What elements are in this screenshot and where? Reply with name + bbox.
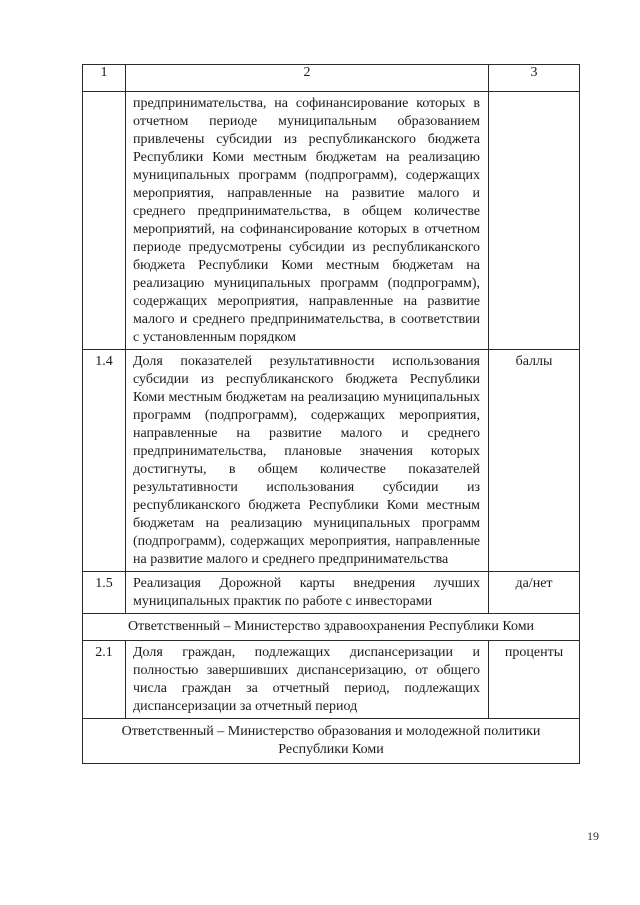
unit-cell	[489, 92, 580, 350]
indicator-text: Доля граждан, подлежащих диспансеризации и полностью завершивших диспансеризацию, от общего числа граждан за отчетный период, подлежащих диспансеризации за отчетный период	[126, 641, 489, 719]
header-cell-2: 2	[126, 65, 489, 92]
table-row	[83, 641, 580, 719]
row-number: 2.1	[83, 641, 126, 719]
page-number: 19	[587, 829, 599, 843]
section-heading-education: Ответственный – Министерство образования и молодежной политики Республики Коми	[83, 719, 580, 764]
header-cell-1: 1	[83, 65, 126, 92]
unit-cell: проценты	[489, 641, 580, 719]
section-heading-health: Ответственный – Министерство здравоохранения Республики Коми	[83, 614, 580, 641]
unit-cell: да/нет	[489, 572, 580, 614]
indicators-table	[82, 64, 580, 764]
indicator-text: Доля показателей результативности использования субсидии из республиканского бюджета Республики Коми местным бюджетам на реализацию муниципальных программ (подпрограмм), содержащих мероприятия, направленные на развитие малого и среднего предпринимательства, плановые значения которых достигнуты, в общем количестве показателей результативности использования субсидии из республиканского бюджета Республики Коми местным бюджетам на реализацию муниципальных программ (подпрограмм), содержащих мероприятия, направленные на развитие малого и среднего предпринимательства	[126, 350, 489, 572]
row-number	[83, 92, 126, 350]
unit-cell: баллы	[489, 350, 580, 572]
indicator-text: предпринимательства, на софинансирование которых в отчетном периоде муниципальным образованием привлечены субсидии из республиканского бюджета Республики Коми местным бюджетам на реализацию муниципальных программ (подпрограмм), содержащих мероприятия, направленные на развитие малого и среднего предпринимательства, в общем количестве мероприятий, на софинансирование которых в отчетном периоде предусмотрены субсидии из республиканского бюджета Республики Коми местным бюджетам на реализацию муниципальных программ (подпрограмм), содержащих мероприятия, направленные на развитие малого и среднего предпринимательства, в соответствии с установленным порядком	[126, 92, 489, 350]
row-number: 1.4	[83, 350, 126, 572]
header-cell-3: 3	[489, 65, 580, 92]
row-number: 1.5	[83, 572, 126, 614]
section-header-row	[83, 719, 580, 764]
table-row	[83, 572, 580, 614]
header-row	[83, 65, 580, 92]
section-header-row	[83, 614, 580, 641]
table-row	[83, 350, 580, 572]
table-row	[83, 92, 580, 350]
indicator-text: Реализация Дорожной карты внедрения лучших муниципальных практик по работе с инвесторами	[126, 572, 489, 614]
